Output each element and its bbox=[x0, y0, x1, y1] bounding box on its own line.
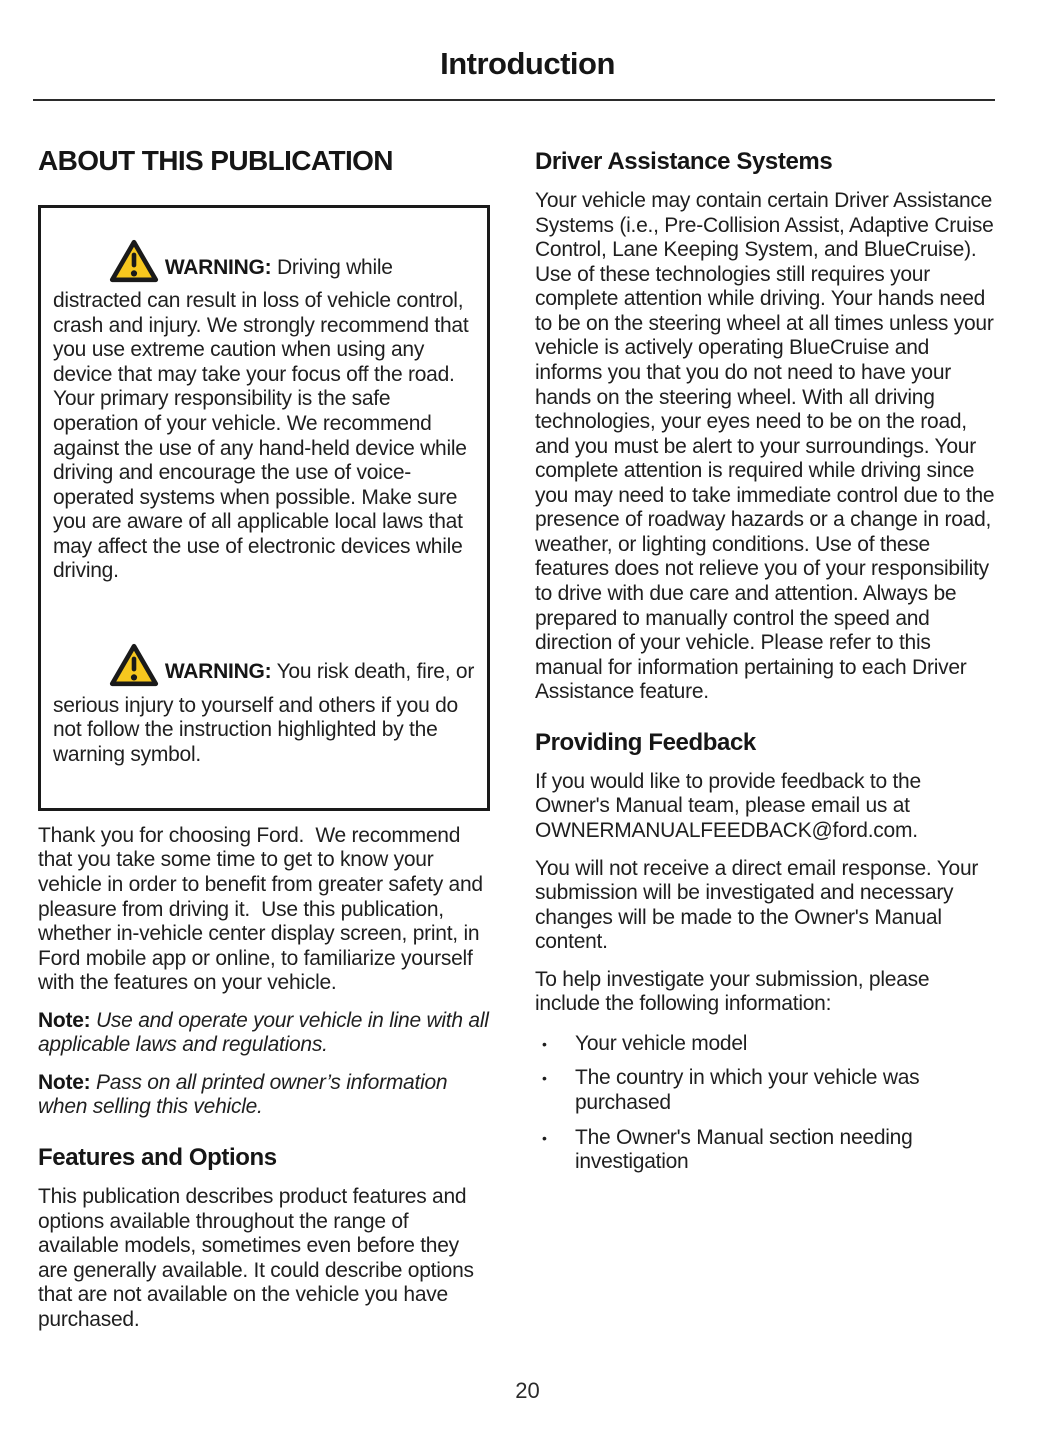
feedback-paragraph: To help investigate your submission, please include the following information: bbox=[535, 967, 935, 1016]
page-number: 20 bbox=[515, 1378, 540, 1403]
list-item-country-purchased: • The country in which your vehicle was purchased bbox=[535, 1066, 995, 1115]
warning-label: WARNING: bbox=[164, 255, 272, 279]
feedback-info-list bbox=[535, 1032, 995, 1175]
page-title: Introduction bbox=[440, 46, 615, 81]
subsection-heading-driver-assistance-systems: Driver Assistance Systems bbox=[535, 148, 833, 175]
list-item-manual-section: • The Owner's Manual section needing investigation bbox=[535, 1126, 995, 1175]
note-label: Note: bbox=[38, 1008, 91, 1032]
subsection-heading-providing-feedback: Providing Feedback bbox=[535, 728, 756, 756]
feedback-paragraph: If you would like to provide feedback to the Owner's Manual team, please email us at OWNERMANUALFEEDBACK@ford.com. bbox=[535, 769, 927, 842]
warning-box bbox=[38, 205, 490, 811]
feedback-paragraph: You will not receive a direct email response. Your submission will be investigated and necessary changes will be made to the Owner's Manual content. bbox=[535, 856, 984, 954]
warning-triangle-icon bbox=[109, 643, 159, 694]
warning-paragraph bbox=[53, 214, 475, 608]
page-footer bbox=[0, 1378, 1055, 1404]
features-paragraph: This publication describes product features and options available throughout the range of available models, sometimes even before they are generally available. It could describe options that are not available on the vehicle you have purchased. bbox=[38, 1185, 480, 1331]
driver-assistance-paragraph: Your vehicle may contain certain Driver Assistance Systems (i.e., Pre-Collision Assist, Adaptive Cruise Control, Lane Keeping System, and BlueCruise). Use of these technologies still requires your complete attention while driving. Your hands need to be on the steering wheel at all times unless your vehicle is actively operating BlueCruise and informs you that you do not need to have your hands on the steering wheel. With all driving technologies, your eyes need to be on the road, and you must be alert to your surroundings. Your complete attention is required while driving since you may need to take immediate control due to the presence of roadway hazards or a change in road, weather, or lighting conditions. Use of these features does not relieve you of your responsibility to drive with due care and attention. Always be prepared to manually control the speed and direction of your vehicle. Please refer to this manual for information pertaining to each Driver Assistance feature. bbox=[535, 189, 1000, 704]
warning-text: You risk death, fire, or serious injury to yourself and others if you do not follow the instruction highlighted by the warning symbol. bbox=[53, 660, 480, 766]
note-paragraph bbox=[38, 1071, 490, 1120]
warning-triangle-icon bbox=[109, 239, 159, 290]
note-text: Use and operate your vehicle in line with all applicable laws and regulations. bbox=[38, 1008, 495, 1057]
list-item-vehicle-model: • Your vehicle model bbox=[535, 1032, 995, 1057]
two-column-layout bbox=[0, 101, 1055, 1332]
note-paragraph bbox=[38, 1008, 495, 1058]
warning-text: Driving while distracted can result in loss of vehicle control, crash and injury. We strongly recommend that you use extreme caution when using any device that may take your focus off the road. Your primary responsibility is the safe operation of your vehicle. We recommend against the use of any hand-held device while driving and encourage the use of voice-operated systems when possible. Make sure you are aware of all applicable local laws that may affect the use of electronic devices while driving. bbox=[53, 255, 475, 583]
subsection-heading-features-and-options: Features and Options bbox=[38, 1144, 277, 1171]
warning-label: WARNING: bbox=[164, 660, 272, 683]
page-header bbox=[0, 0, 1055, 101]
left-column bbox=[38, 101, 495, 1332]
note-label: Note: bbox=[38, 1070, 91, 1094]
warning-paragraph bbox=[53, 618, 480, 791]
note-text: Pass on all printed owner’s information when selling this vehicle. bbox=[38, 1070, 453, 1119]
section-heading-about-this-publication: ABOUT THIS PUBLICATION bbox=[38, 145, 393, 176]
right-column bbox=[535, 101, 1000, 1332]
intro-paragraph: Thank you for choosing Ford. We recommend that you take some time to get to know your vehicle in order to benefit from greater safety and pleasure from driving it. Use this publication, whether in-vehicle center display screen, print, in Ford mobile app or online, to familiarize yourself with the features on your vehicle. bbox=[38, 823, 489, 995]
